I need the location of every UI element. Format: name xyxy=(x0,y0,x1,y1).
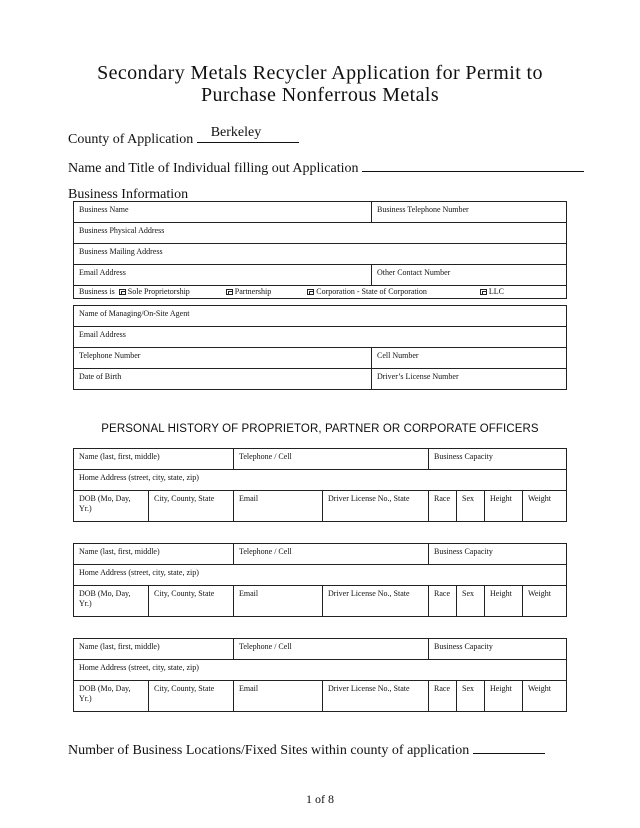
officer-weight-field[interactable]: Weight xyxy=(523,586,567,617)
personal-history-heading: PERSONAL HISTORY OF PROPRIETOR, PARTNER OR CORPORATE OFFICERS xyxy=(101,423,539,435)
locations-row xyxy=(68,740,545,759)
officer-email-field[interactable]: Email xyxy=(234,586,323,617)
agent-table xyxy=(73,305,567,390)
locations-field[interactable] xyxy=(473,740,545,754)
officer-dob-field[interactable]: DOB (Mo, Day, Yr.) xyxy=(74,681,149,712)
officer-race-field[interactable]: Race xyxy=(429,491,457,522)
other-contact-field[interactable]: Other Contact Number xyxy=(372,265,567,286)
agent-telephone-field[interactable]: Telephone Number xyxy=(74,348,372,369)
officer-height-field[interactable]: Height xyxy=(485,586,523,617)
officer-city-field[interactable]: City, County, State xyxy=(149,681,234,712)
officer-dob-field[interactable]: DOB (Mo, Day, Yr.) xyxy=(74,586,149,617)
county-field[interactable] xyxy=(197,125,299,143)
officer-sex-field[interactable]: Sex xyxy=(457,491,485,522)
officer-capacity-field[interactable]: Business Capacity xyxy=(429,639,567,660)
llc-label: LLC xyxy=(488,287,504,296)
county-row xyxy=(68,125,299,148)
business-info-table xyxy=(73,201,567,299)
officer-height-field[interactable]: Height xyxy=(485,681,523,712)
corporation-checkbox[interactable] xyxy=(307,289,314,295)
corporation-label: Corporation - State of Corporation xyxy=(316,287,427,296)
county-label: County of Application xyxy=(68,132,194,147)
officer-name-field[interactable]: Name (last, first, middle) xyxy=(74,544,234,565)
officer-city-field[interactable]: City, County, State xyxy=(149,491,234,522)
agent-cell-field[interactable]: Cell Number xyxy=(372,348,567,369)
name-title-field[interactable] xyxy=(362,158,584,172)
officer-home-address-field[interactable]: Home Address (street, city, state, zip) xyxy=(74,470,567,491)
officer-name-field[interactable]: Name (last, first, middle) xyxy=(74,639,234,660)
county-value: Berkeley xyxy=(210,125,262,140)
officer-weight-field[interactable]: Weight xyxy=(523,491,567,522)
officer-home-address-field[interactable]: Home Address (street, city, state, zip) xyxy=(74,660,567,681)
officer-license-field[interactable]: Driver License No., State xyxy=(323,586,429,617)
officer-height-field[interactable]: Height xyxy=(485,491,523,522)
officer-email-field[interactable]: Email xyxy=(234,681,323,712)
officer-email-field[interactable]: Email xyxy=(234,491,323,522)
business-type-row xyxy=(74,286,567,299)
business-name-field[interactable]: Business Name xyxy=(74,202,372,223)
officer-table xyxy=(73,543,567,617)
officer-race-field[interactable]: Race xyxy=(429,681,457,712)
officer-table xyxy=(73,448,567,522)
locations-label: Number of Business Locations/Fixed Sites within county of application xyxy=(68,743,470,758)
business-is-label: Business is xyxy=(79,287,115,296)
mailing-address-field[interactable]: Business Mailing Address xyxy=(74,244,567,265)
agent-email-field[interactable]: Email Address xyxy=(74,327,567,348)
officer-sex-field[interactable]: Sex xyxy=(457,586,485,617)
agent-name-field[interactable]: Name of Managing/On-Site Agent xyxy=(74,306,567,327)
officer-city-field[interactable]: City, County, State xyxy=(149,586,234,617)
name-title-row xyxy=(68,158,584,177)
officer-table xyxy=(73,638,567,712)
name-title-label: Name and Title of Individual filling out Application xyxy=(68,161,359,176)
email-field[interactable]: Email Address xyxy=(74,265,372,286)
officer-telephone-field[interactable]: Telephone / Cell xyxy=(234,544,429,565)
page-number: 1 of 8 xyxy=(306,792,334,806)
agent-dob-field[interactable]: Date of Birth xyxy=(74,369,372,390)
business-info-heading: Business Information xyxy=(68,187,189,202)
officer-license-field[interactable]: Driver License No., State xyxy=(323,681,429,712)
partnership-label: Partnership xyxy=(234,287,272,296)
officer-race-field[interactable]: Race xyxy=(429,586,457,617)
officer-weight-field[interactable]: Weight xyxy=(523,681,567,712)
officer-dob-field[interactable]: DOB (Mo, Day, Yr.) xyxy=(74,491,149,522)
form-title-line-2: Purchase Nonferrous Metals xyxy=(200,84,440,106)
business-phone-field[interactable]: Business Telephone Number xyxy=(372,202,567,223)
officer-name-field[interactable]: Name (last, first, middle) xyxy=(74,449,234,470)
sole-proprietorship-label: Sole Proprietorship xyxy=(127,287,190,296)
officer-license-field[interactable]: Driver License No., State xyxy=(323,491,429,522)
officer-telephone-field[interactable]: Telephone / Cell xyxy=(234,639,429,660)
physical-address-field[interactable]: Business Physical Address xyxy=(74,223,567,244)
form-title-line-1: Secondary Metals Recycler Application for Permit to xyxy=(97,62,543,84)
officer-home-address-field[interactable]: Home Address (street, city, state, zip) xyxy=(74,565,567,586)
officer-capacity-field[interactable]: Business Capacity xyxy=(429,544,567,565)
officer-telephone-field[interactable]: Telephone / Cell xyxy=(234,449,429,470)
llc-checkbox[interactable] xyxy=(480,289,487,295)
sole-proprietorship-checkbox[interactable] xyxy=(119,289,126,295)
officer-sex-field[interactable]: Sex xyxy=(457,681,485,712)
partnership-checkbox[interactable] xyxy=(226,289,233,295)
officer-capacity-field[interactable]: Business Capacity xyxy=(429,449,567,470)
agent-license-field[interactable]: Driver’s License Number xyxy=(372,369,567,390)
